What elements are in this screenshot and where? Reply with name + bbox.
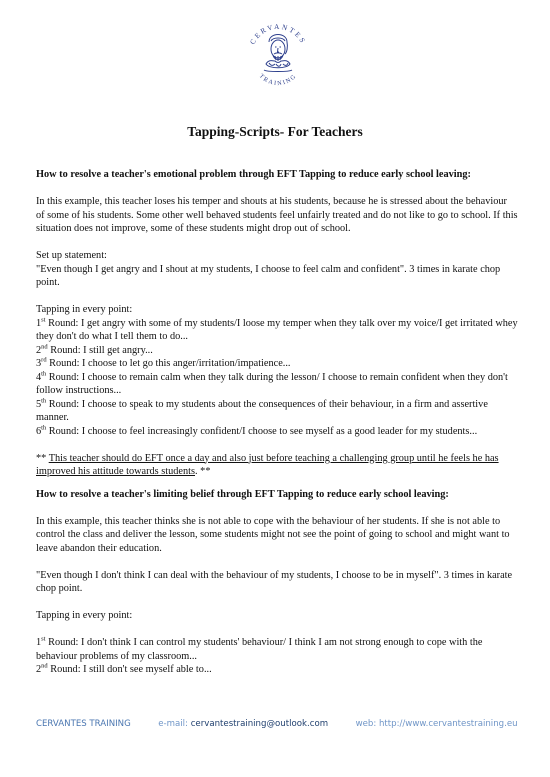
tapping-label: Tapping in every point:	[36, 304, 133, 315]
logo-text-bottom: TRAINING	[257, 72, 299, 88]
round-item: 1st Round: I don't think I can control my students' behaviour/ I think I am not strong enough to cope with the behaviour problems of my classroom...	[36, 635, 483, 662]
section1-intro: In this example, this teacher loses his temper and shouts at his students, because he is stressed about the behaviour of some of his students. Some other well behaved students feel unfairly treated and do not like to go to school. If this situation does not improve, some of these students might drop out of school.	[36, 196, 518, 234]
section2-rounds	[36, 636, 518, 677]
round-item: 2nd Round: I still don't see myself able to...	[36, 662, 212, 675]
section2-tapping-label: Tapping in every point:	[36, 610, 133, 621]
round-item: 3rd Round: I choose to let go this anger/irritation/impatience...	[36, 356, 291, 369]
section2-intro: In this example, this teacher thinks she is not able to cope with the behaviour of her students. If she is not able to control the class and deliver the lesson, some students might not see the point of going to school and might want to leave abandon their education.	[36, 515, 510, 554]
footer-web-link[interactable]: http://www.cervantestraining.eu	[378, 719, 518, 729]
setup-statement: "Even though I get angry and I shout at my students, I choose to feel calm and confident". 3 times in karate chop point.	[36, 263, 501, 288]
cervantes-logo	[245, 14, 311, 100]
setup-label: Set up statement:	[36, 250, 107, 261]
footer-email-label: e-mail:	[158, 719, 188, 729]
cervantes-portrait-seal-icon	[264, 35, 292, 72]
footer-web-label: web:	[355, 719, 377, 729]
round-item: 2nd Round: I still get angry...	[36, 343, 153, 356]
section1-heading: How to resolve a teacher's emotional problem through EFT Tapping to reduce early school leaving:	[36, 169, 471, 180]
page-footer	[36, 719, 516, 729]
round-item: 6th Round: I choose to feel increasingly confident/I choose to see myself as a good leader for my students...	[36, 424, 478, 437]
logo-text-top: CERVANTES	[248, 22, 308, 46]
round-item: 1st Round: I get angry with some of my students/I loose my temper when they talk over my voice/I get irritated whey they don't do what I tell them to do...	[36, 316, 518, 342]
footer-org: CERVANTES TRAINING	[36, 719, 131, 729]
section1-rounds	[36, 317, 518, 439]
teacher-note: ** This teacher should do EFT once a day and also just before teaching a challenging group until he feels he has improved his attitude towards students. **	[36, 452, 499, 477]
section2-setup-statement: "Even though I don't think I can deal with the behaviour of my students, I choose to be in myself". 3 times in karate chop point.	[36, 569, 513, 594]
footer-email-link[interactable]: cervantestraining@outlook.com	[190, 719, 329, 729]
document-body	[36, 168, 518, 677]
round-item: 4th Round: I choose to remain calm when they talk during the lesson/ I choose to remain confident when they don't follow instructions...	[36, 370, 508, 396]
page-title: Tapping-Scripts- For Teachers	[187, 124, 363, 139]
round-item: 5th Round: I choose to speak to my students about the consequences of their behaviour, in a firm and assertive manner.	[36, 397, 488, 423]
section2-heading: How to resolve a teacher's limiting belief through EFT Tapping to reduce early school leaving:	[36, 488, 449, 500]
